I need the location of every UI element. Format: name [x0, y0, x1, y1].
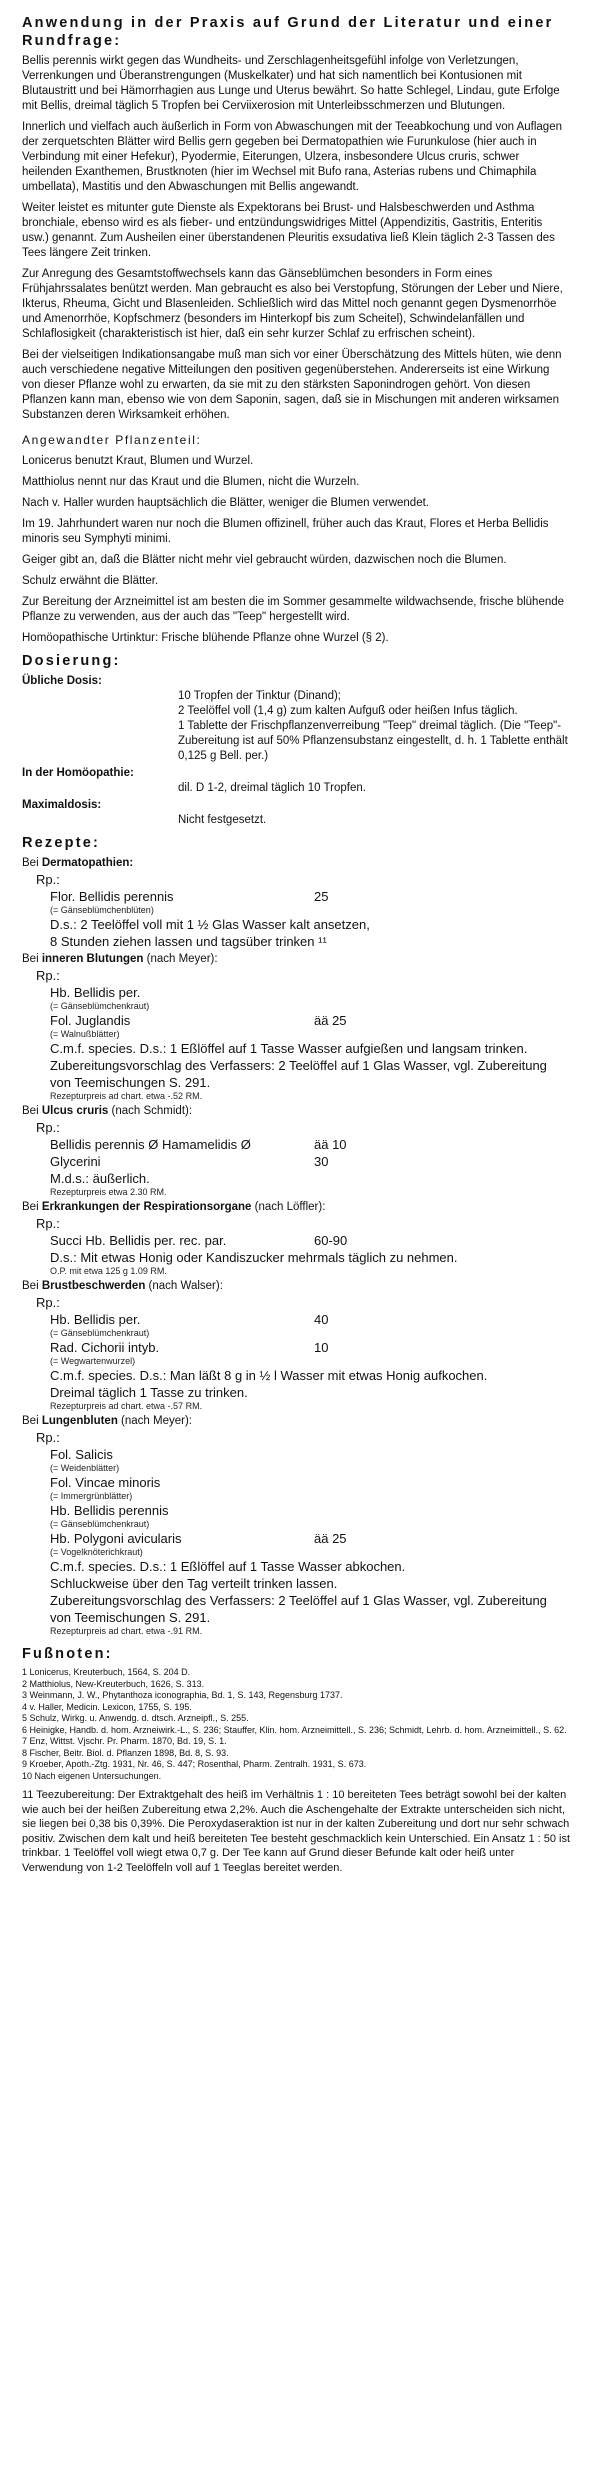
praxis-paragraph: Bei der vielseitigen Indikationsangabe muß man sich vor einer Überschätzung des Mittels hüten, wie denn auch verschiedene negative Mitteilungen den positiven gegenüberstehen. Andererseits ist eine Wirkung von dieser Pflanze wohl zu erwarten, da sie mit zu den stärksten Saponindrogen gehört. Von diesen Pflanzen kann man, ebenso wie von dem Saponin, sagen, daß sie in Mischungen mit anderen wirksamen Substanzen deren Wirksamkeit erhöhen. [22, 349, 562, 421]
footnote-item: 9 Kroeber, Apoth.-Ztg. 1931, Nr. 46, S. 447; Rosenthal, Pharm. Zentralh. 1931, S. 673. [22, 1759, 367, 1769]
recipe-rp-label: Rp.: [36, 872, 60, 887]
ingredient-name: Hb. Bellidis perennis [50, 1503, 169, 1518]
recipe-heading-source: (nach Meyer): [117, 1415, 192, 1427]
pflanzenteil-line: Nach v. Haller wurden hauptsächlich die Blätter, weniger die Blumen verwendet. [22, 497, 429, 509]
recipe-price: Rezepturpreis ad chart. etwa -.52 RM. [50, 1091, 203, 1101]
recipe-heading [22, 1200, 571, 1215]
recipe-instruction: D.s.: 2 Teelöffel voll mit 1 ½ Glas Wasser kalt ansetzen, [50, 917, 370, 932]
recipe-block [22, 856, 571, 950]
ingredient-name: Fol. Juglandis [50, 1013, 131, 1028]
recipe-ingredient [50, 1232, 571, 1249]
recipe-heading [22, 1414, 571, 1429]
pflanzenteil-line: Geiger gibt an, daß die Blätter nicht mehr viel gebraucht würden, dazwischen noch die Blumen. [22, 554, 507, 566]
pflanzenteil-line: Lonicerus benutzt Kraut, Blumen und Wurzel. [22, 455, 254, 467]
ingredient-quantity: 60-90 [314, 1233, 348, 1248]
homoeopathie-label: In der Homöopathie: [22, 767, 134, 779]
recipe-indication: inneren Blutungen [41, 953, 144, 965]
recipe-instruction: M.d.s.: äußerlich. [50, 1171, 150, 1186]
ingredient-note: (= Gänseblümchenkraut) [50, 1328, 150, 1338]
recipe-price: Rezepturpreis ad chart. etwa -.57 RM. [50, 1401, 203, 1411]
recipe-heading [22, 952, 571, 967]
recipe-ingredient [50, 1474, 571, 1491]
recipe-ingredient [50, 1136, 571, 1153]
recipe-heading [22, 856, 571, 871]
footnote-teezubereitung: 11 Teezubereitung: Der Extraktgehalt des heiß im Verhältnis 1 : 10 bereiteten Tees beträgt sowohl bei der kalten wie auch bei der heißen Zubereitung etwa 2,2%. Auch die Aschengehalte der Extrakte unterscheiden sich nicht, sie liegen bei 0,38 bis 0,39%. Die Peroxydaseraktion ist nur in der kalten Zubereitung und dort nur sehr schwach positiv. Zwischen dem kalt und heiß bereiteten Tee besteht geschmacklich kein Unterschied. Ein Ansatz 1 : 50 ist trinkbar. 1 Teelöffel voll wiegt etwa 0,7 g. Der Tee kann auf Grund dieser Befunde kalt oder heiß unter Verwendung von 1-2 Teelöffeln voll auf 1 Teeglas bereitet werden. [22, 1789, 571, 1874]
praxis-paragraph: Bellis perennis wirkt gegen das Wundheits- und Zerschlagenheitsgefühl infolge von Verletzungen, Verrenkungen und Überanstrengungen (Muskelkater) und hat sich namentlich bei Kontusionen mit Blutaustritt und bei Hämorrhagien aus Lunge und Uterus bewährt. So hatte Schlegel, Lindau, gute Erfolge mit Bellis, dreimal täglich 5 Tropfen bei Cerviixerosion mit Unterleibsschmerzen und Blutungen. [22, 55, 560, 112]
recipe-heading-lead: Bei [22, 1105, 42, 1117]
recipe-block [22, 1104, 571, 1198]
recipe-rp-label: Rp.: [36, 1216, 60, 1231]
recipe-heading-source: (nach Meyer): [143, 953, 218, 965]
recipe-heading-lead: Bei [22, 857, 42, 869]
pflanzenteil-section [22, 454, 571, 646]
recipe-ingredient [50, 984, 571, 1001]
uebliche-dosis-label: Übliche Dosis: [22, 675, 102, 687]
maximaldosis-label: Maximaldosis: [22, 799, 102, 811]
rezepte-section [22, 856, 571, 1637]
recipe-instruction: D.s.: Mit etwas Honig oder Kandiszucker mehrmals täglich zu nehmen. [50, 1250, 458, 1265]
pflanzenteil-heading: Angewandter Pflanzenteil: [22, 433, 202, 447]
recipe-block [22, 1279, 571, 1412]
recipe-ingredient [50, 888, 571, 905]
recipe-rp-label: Rp.: [36, 1430, 60, 1445]
ingredient-note: (= Gänseblümchenkraut) [50, 1519, 150, 1529]
pflanzenteil-line: Zur Bereitung der Arzneimittel ist am besten die im Sommer gesammelte wildwachsende, frische blühende Pflanze zu verwenden, aus der auch das "Teep" hergestellt wird. [22, 596, 565, 623]
section-title-anwendung: Anwendung in der Praxis auf Grund der Literatur und einer Rundfrage: [22, 15, 554, 49]
recipe-heading-source: (nach Walser): [145, 1280, 223, 1292]
footnote-item: 1 Lonicerus, Kreuterbuch, 1564, S. 204 D. [22, 1667, 191, 1677]
section-title-rezepte: Rezepte: [22, 835, 101, 851]
ingredient-quantity: 10 [314, 1340, 329, 1355]
recipe-rp-label: Rp.: [36, 1295, 60, 1310]
recipe-indication: Ulcus cruris [41, 1105, 109, 1117]
recipe-ingredient [50, 1153, 571, 1170]
footnote-item: 2 Matthiolus, New-Kreuterbuch, 1626, S. 313. [22, 1678, 205, 1689]
recipe-price: O.P. mit etwa 125 g 1.09 RM. [50, 1266, 167, 1276]
recipe-ingredient [50, 1502, 571, 1519]
ingredient-note: (= Wegwartenwurzel) [50, 1356, 136, 1366]
recipe-instruction: Schluckweise über den Tag verteilt trinken lassen. [50, 1576, 338, 1591]
ingredient-quantity: 25 [314, 889, 329, 904]
ingredient-note: (= Vogelknöterichkraut) [50, 1547, 143, 1557]
ingredient-note: (= Immergrünblätter) [50, 1491, 133, 1501]
recipe-instruction: Dreimal täglich 1 Tasse zu trinken. [50, 1385, 248, 1400]
recipe-block [22, 1200, 571, 1277]
ingredient-quantity: 30 [314, 1154, 329, 1169]
recipe-indication: Erkrankungen der Respirationsorgane [41, 1201, 252, 1213]
recipe-heading [22, 1104, 571, 1119]
recipe-ingredient [50, 1012, 571, 1029]
recipe-heading-lead: Bei [22, 953, 42, 965]
recipe-indication: Dermatopathien: [41, 857, 134, 869]
maximaldosis-value: Nicht festgesetzt. [178, 814, 267, 826]
dosierung-section [22, 674, 571, 828]
pflanzenteil-line: Schulz erwähnt die Blätter. [22, 575, 159, 587]
recipe-ingredient [50, 1339, 571, 1356]
recipe-heading-lead: Bei [22, 1415, 42, 1427]
recipe-instruction: C.m.f. species. D.s.: 1 Eßlöffel auf 1 Tasse Wasser abkochen. [50, 1559, 406, 1574]
recipe-rp-label: Rp.: [36, 968, 60, 983]
ingredient-name: Fol. Vincae minoris [50, 1475, 161, 1490]
praxis-paragraph: Zur Anregung des Gesamtstoffwechsels kann das Gänseblümchen besonders in Form eines Frühjahrssalates benützt werden. Man gebraucht es also bei Verstopfung, Störungen der Leber und Niere, Ikterus, Rheuma, Gicht und Blasenleiden. Schließlich wird das Mittel noch genannt gegen Dysmenorrhöe und Amenorrhöe, Kopfschmerz (besonders im Hinterkopf bis zum Scheitel), Schwindelanfällen und Schlaflosigkeit (charakteristisch ist hier, daß ein sehr kurzer Schlaf zu erfrischen scheint). [22, 268, 563, 340]
ingredient-quantity: 40 [314, 1312, 329, 1327]
ingredient-note: (= Gänseblümchenblüten) [50, 905, 154, 915]
recipe-heading-lead: Bei [22, 1280, 42, 1292]
footnote-item: 6 Heinigke, Handb. d. hom. Arzneiwirk.-L., S. 236; Stauffer, Klin. hom. Arzneimittell., S. 236; Schmidt, Lehrb. d. hom. Arzneimittell., S. 62. [22, 1724, 567, 1735]
ingredient-name: Hb. Bellidis per. [50, 1312, 141, 1327]
recipe-heading-source: (nach Löffler): [251, 1201, 326, 1213]
pflanzenteil-line: Matthiolus nennt nur das Kraut und die Blumen, nicht die Wurzeln. [22, 476, 360, 488]
ingredient-quantity: ää 25 [314, 1531, 347, 1546]
ingredient-note: (= Weidenblätter) [50, 1463, 120, 1473]
recipe-instruction: 8 Stunden ziehen lassen und tagsüber trinken ¹¹ [50, 934, 327, 949]
ingredient-name: Bellidis perennis Ø Hamamelidis Ø [50, 1137, 251, 1152]
ingredient-name: Flor. Bellidis perennis [50, 889, 174, 904]
section-title-fussnoten: Fußnoten: [22, 1646, 113, 1662]
recipe-instruction: C.m.f. species. D.s.: 1 Eßlöffel auf 1 Tasse Wasser aufgießen und langsam trinken. [50, 1041, 528, 1056]
praxis-paragraph: Innerlich und vielfach auch äußerlich in Form von Abwaschungen mit der Teeabkochung und von Auflagen der zerquetschten Blätter wird Bellis gern gegeben bei Dermatopathien wie Furunkulose (hier auch in Verbindung mit einer Hefekur), Pyodermie, Eiterungen, Ulzera, insbesondere Ulcus cruris, schwer heilenden Exanthemen, Brustknoten (hier im Wechsel mit Bufo rana, Asterias rubens und Chimaphila umbellata), Mastitis und den Abwaschungen mit Bellis angewandt. [22, 121, 562, 193]
homoeopathie-dosis: dil. D 1-2, dreimal täglich 10 Tropfen. [178, 782, 366, 794]
ingredient-quantity: ää 10 [314, 1137, 347, 1152]
footnote-item: 10 Nach eigenen Untersuchungen. [22, 1770, 162, 1781]
ingredient-name: Hb. Bellidis per. [50, 985, 141, 1000]
recipe-price: Rezepturpreis etwa 2.30 RM. [50, 1187, 167, 1197]
footnote-list [22, 1667, 571, 1782]
recipe-heading-source: (nach Schmidt): [108, 1105, 193, 1117]
ingredient-name: Succi Hb. Bellidis per. rec. par. [50, 1233, 227, 1248]
recipe-rp-label: Rp.: [36, 1120, 60, 1135]
recipe-price: Rezepturpreis ad chart. etwa -.91 RM. [50, 1626, 203, 1636]
recipe-instruction: C.m.f. species. D.s.: Man läßt 8 g in ½ l Wasser mit etwas Honig aufkochen. [50, 1368, 488, 1383]
ingredient-name: Rad. Cichorii intyb. [50, 1340, 160, 1355]
recipe-ingredient [50, 1530, 571, 1547]
pflanzenteil-line: Im 19. Jahrhundert waren nur noch die Blumen offizinell, früher auch das Kraut, Flores et Herba Bellidis minoris seu Symphyti minimi. [22, 518, 549, 545]
footnote-item: 7 Enz, Wittst. Vjschr. Pr. Pharm. 1870, Bd. 19, S. 1. [22, 1736, 227, 1746]
uebliche-dosis-line: 1 Tablette der Frischpflanzenverreibung "Teep" dreimal täglich. (Die "Teep"-Zubereitung ist auf 50% Pflanzensubstanz eingestellt, d. h. 1 Tablette enthält 0,125 g Bell. per.) [178, 720, 568, 762]
footnote-item: 3 Weinmann, J. W., Phytanthoza iconographia, Bd. 1, S. 143, Regensburg 1737. [22, 1690, 343, 1700]
uebliche-dosis-line: 2 Teelöffel voll (1,4 g) zum kalten Aufguß oder heißen Infus täglich. [178, 705, 518, 717]
uebliche-dosis-line: 10 Tropfen der Tinktur (Dinand); [178, 690, 341, 702]
recipe-heading-lead: Bei [22, 1201, 42, 1213]
footnote-item: 4 v. Haller, Medicin. Lexicon, 1755, S. 195. [22, 1701, 192, 1712]
ingredient-quantity: ää 25 [314, 1013, 347, 1028]
ingredient-name: Hb. Polygoni avicularis [50, 1531, 182, 1546]
recipe-ingredient [50, 1446, 571, 1463]
recipe-block [22, 952, 571, 1102]
ingredient-note: (= Gänseblümchenkraut) [50, 1001, 150, 1011]
recipe-heading [22, 1279, 571, 1294]
recipe-block [22, 1414, 571, 1637]
recipe-instruction: Zubereitungsvorschlag des Verfassers: 2 Teelöffel auf 1 Glas Wasser, vgl. Zubereitung von Teemischungen S. 291. [50, 1593, 547, 1625]
recipe-instruction: Zubereitungsvorschlag des Verfassers: 2 Teelöffel auf 1 Glas Wasser, vgl. Zubereitung von Teemischungen S. 291. [50, 1058, 547, 1090]
recipe-indication: Lungenbluten [41, 1415, 118, 1427]
section-title-dosierung: Dosierung: [22, 653, 121, 669]
ingredient-name: Glycerini [50, 1154, 101, 1169]
ingredient-note: (= Walnußblätter) [50, 1029, 120, 1039]
footnote-item: 5 Schulz, Wirkg. u. Anwendg. d. dtsch. Arzneipfl., S. 255. [22, 1713, 249, 1723]
recipe-indication: Brustbeschwerden [41, 1280, 146, 1292]
pflanzenteil-line: Homöopathische Urtinktur: Frische blühende Pflanze ohne Wurzel (§ 2). [22, 632, 389, 644]
praxis-section [22, 54, 571, 423]
footnote-item: 8 Fischer, Beitr. Biol. d. Pflanzen 1898, Bd. 8, S. 93. [22, 1747, 229, 1758]
recipe-ingredient [50, 1311, 571, 1328]
ingredient-name: Fol. Salicis [50, 1447, 113, 1462]
praxis-paragraph: Weiter leistet es mitunter gute Dienste als Expektorans bei Brust- und Halsbeschwerden und Asthma bronchiale, ebenso wird es als fieber- und entzündungswidriges Mittel (Appendizitis, Gastritis, Enteritis usw.) genannt. Zum Ausheilen einer überstandenen Pleuritis exsudativa ließ Klein täglich 2-3 Tassen des Tees längere Zeit trinken. [22, 202, 555, 259]
